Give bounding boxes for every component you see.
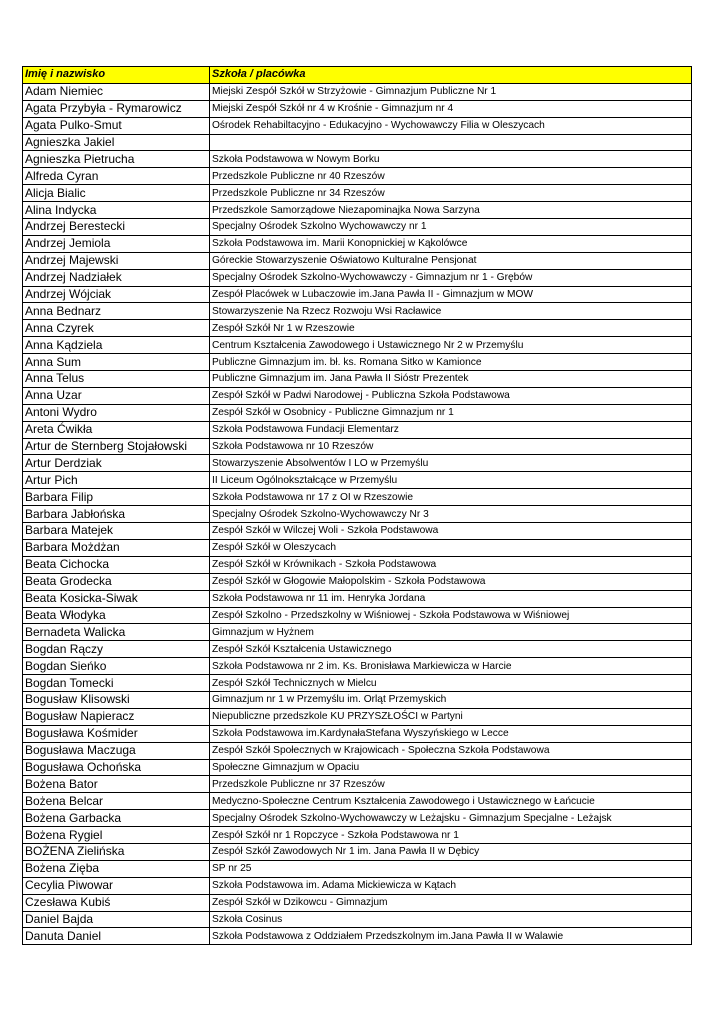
header-name: Imię i nazwisko [23, 67, 210, 84]
person-name-cell: Cecylia Piwowar [23, 877, 210, 894]
school-cell: Miejski Zespół Szkół nr 4 w Krośnie - Gimnazjum nr 4 [210, 100, 692, 117]
school-cell: Szkoła Podstawowa im. Marii Konopnickiej w Kąkolówce [210, 235, 692, 252]
school-cell: Zespół Szkół w Wilczej Woli - Szkoła Podstawowa [210, 523, 692, 540]
table-row [23, 151, 692, 168]
school-cell: Specjalny Ośrodek Szkolno-Wychowawczy w Leżajsku - Gimnazjum Specjalne - Leżajsk [210, 810, 692, 827]
person-name-cell: Beata Włodyka [23, 607, 210, 624]
school-cell: Miejski Zespół Szkół w Strzyżowie - Gimnazjum Publiczne Nr 1 [210, 83, 692, 100]
person-name-cell: Anna Uzar [23, 387, 210, 404]
person-name-cell: Bernadeta Walicka [23, 624, 210, 641]
table-row [23, 860, 692, 877]
table-row [23, 793, 692, 810]
school-cell: Gimnazjum w Hyżnem [210, 624, 692, 641]
person-name-cell: Anna Kądziela [23, 337, 210, 354]
person-name-cell: Barbara Możdżan [23, 539, 210, 556]
table-row [23, 590, 692, 607]
table-row [23, 83, 692, 100]
table-row [23, 337, 692, 354]
school-cell: II Liceum Ogólnokształcące w Przemyślu [210, 472, 692, 489]
person-name-cell: Agnieszka Pietrucha [23, 151, 210, 168]
person-name-cell: Daniel Bajda [23, 911, 210, 928]
person-name-cell: Barbara Jabłońska [23, 506, 210, 523]
person-name-cell: Agata Pulko-Smut [23, 117, 210, 134]
school-cell: Gimnazjum nr 1 w Przemyślu im. Orląt Przemyskich [210, 691, 692, 708]
person-name-cell: Andrzej Wójciak [23, 286, 210, 303]
person-name-cell: Bogusława Maczuga [23, 742, 210, 759]
table-row [23, 911, 692, 928]
person-name-cell: Bożena Bator [23, 776, 210, 793]
table-header-row [23, 67, 692, 84]
table-row [23, 219, 692, 236]
header-school: Szkoła / placówka [210, 67, 692, 84]
table-row [23, 759, 692, 776]
person-name-cell: BOŻENA Zielińska [23, 843, 210, 860]
table-row [23, 269, 692, 286]
person-name-cell: Bożena Garbacka [23, 810, 210, 827]
school-cell: Zespół Szkół w Głogowie Małopolskim - Szkoła Podstawowa [210, 573, 692, 590]
school-cell: Szkoła Podstawowa nr 11 im. Henryka Jordana [210, 590, 692, 607]
school-cell: Przedszkole Samorządowe Niezapominajka Nowa Sarzyna [210, 202, 692, 219]
table-row [23, 438, 692, 455]
school-cell: Zespół Szkół w Krównikach - Szkoła Podstawowa [210, 556, 692, 573]
school-cell: Zespół Szkół Technicznych w Mielcu [210, 675, 692, 692]
table-row [23, 134, 692, 151]
person-name-cell: Barbara Filip [23, 489, 210, 506]
person-name-cell: Artur Derdziak [23, 455, 210, 472]
table-row [23, 506, 692, 523]
person-name-cell: Bogdan Sieńko [23, 658, 210, 675]
participants-table [22, 66, 692, 945]
school-cell: Szkoła Podstawowa im. Adama Mickiewicza w Kątach [210, 877, 692, 894]
school-cell: Zespół Szkół w Osobnicy - Publiczne Gimnazjum nr 1 [210, 404, 692, 421]
school-cell: Specjalny Ośrodek Szkolno-Wychowawczy Nr 3 [210, 506, 692, 523]
table-row [23, 573, 692, 590]
school-cell: Zespół Szkół Społecznych w Krajowicach - Społeczna Szkoła Podstawowa [210, 742, 692, 759]
table-row [23, 455, 692, 472]
table-row [23, 539, 692, 556]
school-cell: SP nr 25 [210, 860, 692, 877]
table-row [23, 523, 692, 540]
person-name-cell: Alicja Bialic [23, 185, 210, 202]
person-name-cell: Bożena Zięba [23, 860, 210, 877]
person-name-cell: Artur Pich [23, 472, 210, 489]
school-cell: Centrum Kształcenia Zawodowego i Ustawicznego Nr 2 w Przemyślu [210, 337, 692, 354]
person-name-cell: Adam Niemiec [23, 83, 210, 100]
table-row [23, 675, 692, 692]
school-cell: Stowarzyszenie Absolwentów I LO w Przemyślu [210, 455, 692, 472]
table-body [23, 83, 692, 944]
school-cell: Zespół Szkół w Dzikowcu - Gimnazjum [210, 894, 692, 911]
person-name-cell: Alina Indycka [23, 202, 210, 219]
person-name-cell: Beata Grodecka [23, 573, 210, 590]
school-cell: Zespół Szkół w Padwi Narodowej - Publiczna Szkoła Podstawowa [210, 387, 692, 404]
school-cell: Zespół Szkół Nr 1 w Rzeszowie [210, 320, 692, 337]
school-cell: Szkoła Podstawowa nr 10 Rzeszów [210, 438, 692, 455]
person-name-cell: Beata Kosicka-Siwak [23, 590, 210, 607]
school-cell: Publiczne Gimnazjum im. bł. ks. Romana Sitko w Kamionce [210, 354, 692, 371]
table-row [23, 421, 692, 438]
table-row [23, 725, 692, 742]
table-row [23, 641, 692, 658]
school-cell: Góreckie Stowarzyszenie Oświatowo Kulturalne Pensjonat [210, 252, 692, 269]
table-row [23, 303, 692, 320]
table-row [23, 235, 692, 252]
person-name-cell: Areta Ćwikła [23, 421, 210, 438]
person-name-cell: Andrzej Jemiola [23, 235, 210, 252]
school-cell: Szkoła Podstawowa w Nowym Borku [210, 151, 692, 168]
table-row [23, 252, 692, 269]
table-row [23, 877, 692, 894]
person-name-cell: Bogdan Tomecki [23, 675, 210, 692]
person-name-cell: Bogusława Ochońska [23, 759, 210, 776]
table-row [23, 472, 692, 489]
school-cell: Zespół Szkół Zawodowych Nr 1 im. Jana Pawła II w Dębicy [210, 843, 692, 860]
school-cell: Szkoła Podstawowa z Oddziałem Przedszkolnym im.Jana Pawła II w Walawie [210, 928, 692, 945]
person-name-cell: Antoni Wydro [23, 404, 210, 421]
table-row [23, 776, 692, 793]
school-cell: Przedszkole Publiczne nr 40 Rzeszów [210, 168, 692, 185]
table-row [23, 827, 692, 844]
school-cell: Zespół Szkół Kształcenia Ustawicznego [210, 641, 692, 658]
table-row [23, 371, 692, 388]
school-cell: Zespół Szkół w Oleszycach [210, 539, 692, 556]
table-row [23, 117, 692, 134]
school-cell: Przedszkole Publiczne nr 37 Rzeszów [210, 776, 692, 793]
table-row [23, 202, 692, 219]
school-cell: Szkoła Cosinus [210, 911, 692, 928]
person-name-cell: Bogusław Napieracz [23, 708, 210, 725]
table-row [23, 708, 692, 725]
school-cell: Szkoła Podstawowa nr 2 im. Ks. Bronisława Markiewicza w Harcie [210, 658, 692, 675]
person-name-cell: Bożena Belcar [23, 793, 210, 810]
person-name-cell: Czesława Kubiś [23, 894, 210, 911]
person-name-cell: Agata Przybyła - Rymarowicz [23, 100, 210, 117]
table-row [23, 742, 692, 759]
table-row [23, 404, 692, 421]
person-name-cell: Anna Bednarz [23, 303, 210, 320]
person-name-cell: Andrzej Majewski [23, 252, 210, 269]
school-cell: Specjalny Ośrodek Szkolno Wychowawczy nr 1 [210, 219, 692, 236]
school-cell: Niepubliczne przedszkole KU PRZYSZŁOŚCI w Partyni [210, 708, 692, 725]
table-row [23, 168, 692, 185]
person-name-cell: Barbara Matejek [23, 523, 210, 540]
school-cell: Przedszkole Publiczne nr 34 Rzeszów [210, 185, 692, 202]
table-row [23, 387, 692, 404]
person-name-cell: Andrzej Nadziałek [23, 269, 210, 286]
table-row [23, 607, 692, 624]
person-name-cell: Anna Czyrek [23, 320, 210, 337]
person-name-cell: Beata Cichocka [23, 556, 210, 573]
school-cell [210, 134, 692, 151]
table-row [23, 286, 692, 303]
school-cell: Zespół Szkół nr 1 Ropczyce - Szkoła Podstawowa nr 1 [210, 827, 692, 844]
table-row [23, 928, 692, 945]
school-cell: Specjalny Ośrodek Szkolno-Wychowawczy - Gimnazjum nr 1 - Grębów [210, 269, 692, 286]
school-cell: Szkoła Podstawowa nr 17 z OI w Rzeszowie [210, 489, 692, 506]
table-row [23, 843, 692, 860]
table-row [23, 185, 692, 202]
table-row [23, 691, 692, 708]
person-name-cell: Alfreda Cyran [23, 168, 210, 185]
person-name-cell: Anna Telus [23, 371, 210, 388]
person-name-cell: Anna Sum [23, 354, 210, 371]
school-cell: Zespół Szkolno - Przedszkolny w Wiśniowej - Szkoła Podstawowa w Wiśniowej [210, 607, 692, 624]
school-cell: Medyczno-Społeczne Centrum Kształcenia Zawodowego i Ustawicznego w Łańcucie [210, 793, 692, 810]
table-row [23, 556, 692, 573]
person-name-cell: Artur de Sternberg Stojałowski [23, 438, 210, 455]
person-name-cell: Bogusław Klisowski [23, 691, 210, 708]
person-name-cell: Bogusława Kośmider [23, 725, 210, 742]
table-row [23, 100, 692, 117]
table-row [23, 658, 692, 675]
table-row [23, 624, 692, 641]
table-row [23, 489, 692, 506]
person-name-cell: Andrzej Berestecki [23, 219, 210, 236]
school-cell: Szkoła Podstawowa Fundacji Elementarz [210, 421, 692, 438]
table-row [23, 354, 692, 371]
school-cell: Zespół Placówek w Lubaczowie im.Jana Pawła II - Gimnazjum w MOW [210, 286, 692, 303]
table-row [23, 810, 692, 827]
school-cell: Szkoła Podstawowa im.KardynałaStefana Wyszyńskiego w Lecce [210, 725, 692, 742]
person-name-cell: Danuta Daniel [23, 928, 210, 945]
school-cell: Stowarzyszenie Na Rzecz Rozwoju Wsi Racławice [210, 303, 692, 320]
school-cell: Publiczne Gimnazjum im. Jana Pawła II Sióstr Prezentek [210, 371, 692, 388]
person-name-cell: Bogdan Rączy [23, 641, 210, 658]
table-row [23, 320, 692, 337]
table-row [23, 894, 692, 911]
school-cell: Ośrodek Rehabiltacyjno - Edukacyjno - Wychowawczy Filia w Oleszycach [210, 117, 692, 134]
person-name-cell: Agnieszka Jakiel [23, 134, 210, 151]
person-name-cell: Bożena Rygiel [23, 827, 210, 844]
school-cell: Społeczne Gimnazjum w Opaciu [210, 759, 692, 776]
